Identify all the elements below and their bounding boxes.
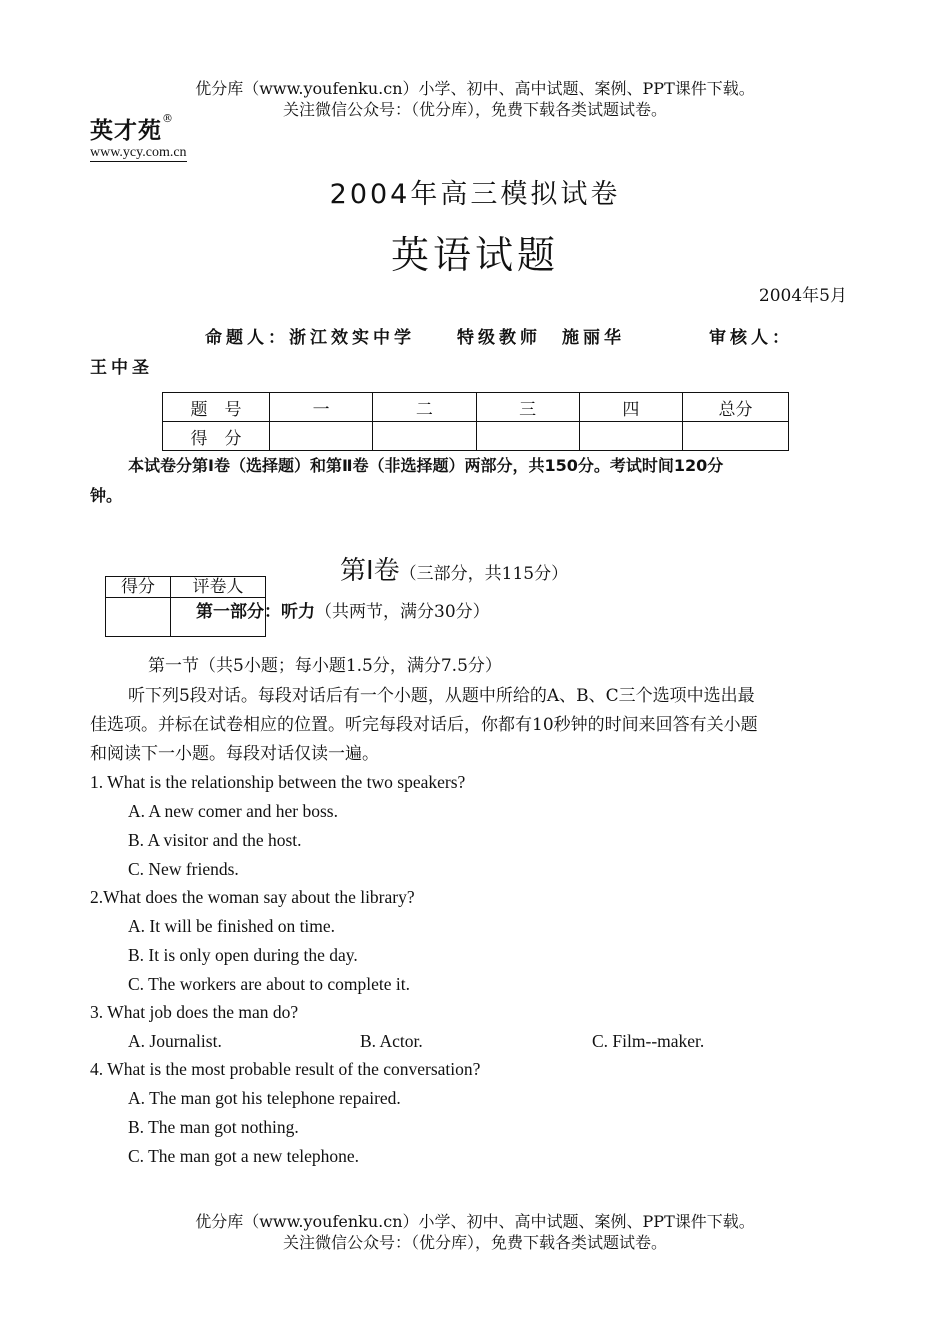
- table-header-cell: 一: [270, 393, 373, 422]
- score-cell[interactable]: [683, 422, 789, 451]
- table-header-cell: 总分: [683, 393, 789, 422]
- instructions-line-1: 听下列5段对话。每段对话后有一个小题，从题中所给的A、B、C三个选项中选出最: [128, 686, 755, 706]
- option-2a[interactable]: A. It will be finished on time.: [128, 916, 336, 936]
- option-2c[interactable]: C. The workers are about to complete it.: [128, 974, 411, 994]
- score-table-header-row: [163, 393, 789, 422]
- instructions-line-2: 佳选项。并标在试卷相应的位置。听完每段对话后，你都有10秒钟的时间来回答有关小题: [90, 715, 758, 735]
- option-3c[interactable]: C. Film--maker.: [592, 1031, 705, 1051]
- part-title-sub: （共两节，满分30分）: [315, 602, 490, 622]
- table-header-cell: 四: [579, 393, 682, 422]
- subsection-title: 第一节（共5小题；每小题1.5分，满分7.5分）: [148, 656, 502, 676]
- intro-line-2: 钟。: [90, 486, 123, 505]
- option-1a[interactable]: A. A new comer and her boss.: [128, 801, 338, 821]
- score-table: [162, 392, 789, 451]
- option-4a[interactable]: A. The man got his telephone repaired.: [128, 1088, 401, 1108]
- option-1c[interactable]: C. New friends.: [128, 859, 239, 879]
- part-title: [196, 597, 490, 622]
- section-title: [340, 550, 568, 587]
- footer-line-2: 关注微信公众号：（优分库），免费下载各类试题试卷。: [282, 1233, 667, 1252]
- option-2b[interactable]: B. It is only open during the day.: [128, 945, 358, 965]
- section-title-sub: （三部分，共115分）: [399, 564, 569, 584]
- header-line-2: 关注微信公众号：（优分库），免费下载各类试题试卷。: [282, 100, 667, 119]
- exam-title: 2004年高三模拟试卷: [329, 179, 621, 210]
- option-1b[interactable]: B. A visitor and the host.: [128, 830, 302, 850]
- table-header-cell: 二: [373, 393, 476, 422]
- option-4c[interactable]: C. The man got a new telephone.: [128, 1146, 360, 1166]
- question-3: 3. What job does the man do?: [90, 1002, 299, 1022]
- question-4: 4. What is the most probable result of the conversation?: [90, 1059, 481, 1079]
- logo-url: www.ycy.com.cn: [90, 145, 187, 160]
- score-table-score-row: [163, 422, 789, 451]
- score-row-label: 得 分: [163, 422, 270, 451]
- grader-score-cell[interactable]: [106, 598, 171, 637]
- instructions-line-3: 和阅读下一小题。每段对话仅读一遍。: [90, 744, 379, 764]
- logo-reg-mark: ®: [162, 112, 173, 125]
- grader-score-label: 得分: [106, 577, 171, 598]
- authors-line-1: 命题人：浙江效实中学 特级教师 施丽华 审核人：: [205, 328, 793, 348]
- exam-date: 2004年5月: [758, 286, 847, 306]
- question-2: 2.What does the woman say about the library?: [90, 887, 415, 907]
- section-title-main: 第Ⅰ卷: [340, 556, 400, 586]
- logo: [90, 112, 187, 162]
- logo-name: 英才苑: [90, 118, 162, 144]
- score-cell[interactable]: [476, 422, 579, 451]
- question-1: 1. What is the relationship between the two speakers?: [90, 772, 466, 792]
- table-header-cell: 题 号: [163, 393, 270, 422]
- intro-line-1: 本试卷分第Ⅰ卷（选择题）和第Ⅱ卷（非选择题）两部分，共150分。考试时间120分: [128, 456, 724, 475]
- subject-title: 英语试题: [390, 233, 559, 277]
- footer-line-1: 优分库（www.youfenku.cn）小学、初中、高中试题、案例、PPT课件下载。: [195, 1212, 755, 1231]
- grader-name-label: 评卷人: [171, 577, 266, 598]
- table-header-cell: 三: [476, 393, 579, 422]
- header-line-1: 优分库（www.youfenku.cn）小学、初中、高中试题、案例、PPT课件下载。: [195, 79, 755, 98]
- option-3b[interactable]: B. Actor.: [360, 1031, 423, 1051]
- option-3a[interactable]: A. Journalist.: [128, 1031, 222, 1051]
- part-title-main: 第一部分：听力: [196, 602, 315, 622]
- authors-line-2: 王中圣: [90, 358, 153, 378]
- score-cell[interactable]: [579, 422, 682, 451]
- score-cell[interactable]: [373, 422, 476, 451]
- score-cell[interactable]: [270, 422, 373, 451]
- option-4b[interactable]: B. The man got nothing.: [128, 1117, 299, 1137]
